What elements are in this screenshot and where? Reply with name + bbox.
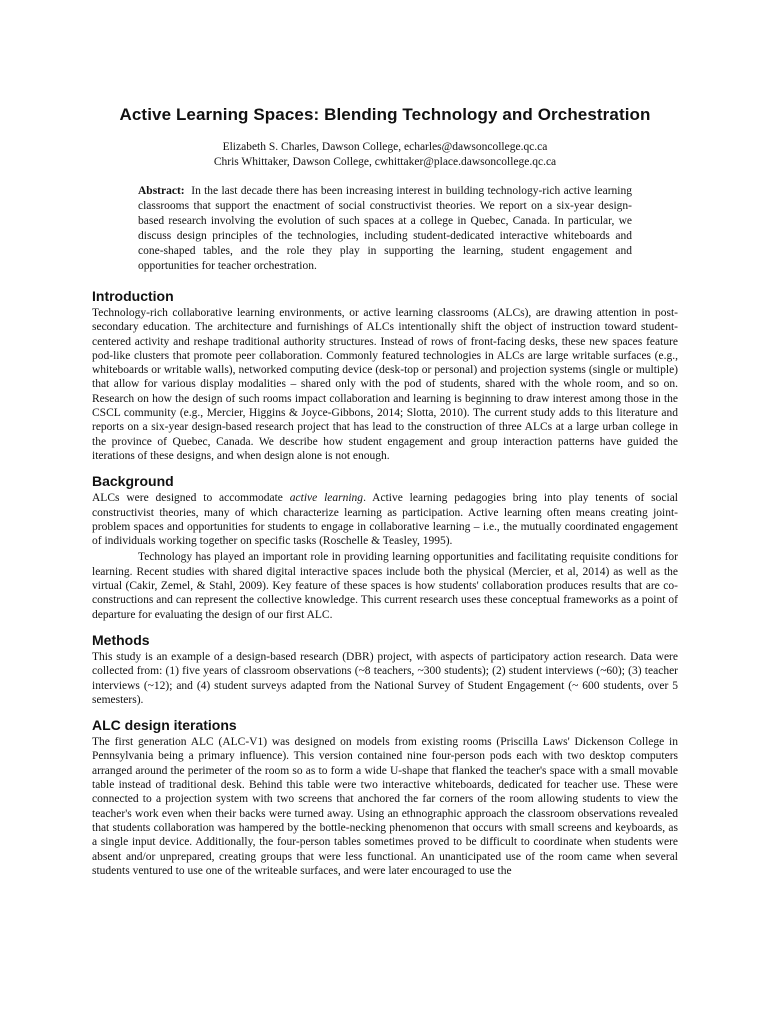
background-p1-start: ALCs were designed to accommodate bbox=[92, 492, 290, 505]
abstract-label: Abstract: bbox=[138, 185, 185, 197]
design-iterations-heading: ALC design iterations bbox=[92, 717, 237, 734]
methods-paragraph: This study is an example of a design-based research (DBR) project, with aspects of participatory action research. Data were collected from: (1) five years of classroom observations (~8 teachers, ~300 students); (2) student interviews (~60); (3) teacher interviews (~12); and (4) student surveys adapted from the National Survey of Student Engagement (~ 600 students, over 5 semesters). bbox=[92, 650, 678, 706]
background-p1-emphasis: active learning bbox=[289, 492, 364, 505]
background-paragraph-1 bbox=[92, 491, 678, 548]
paper-title: Active Learning Spaces: Blending Technology and Orchestration bbox=[119, 105, 651, 124]
design-iterations-paragraph: The first generation ALC (ALC-V1) was designed on models from existing rooms (Priscilla Laws' Dickenson College in Pennsylvania being a primary influence). This version contained nine four-person pods each with two desktop computers arranged around the perimeter of the room so as to form a wide U-shape that flanked the teacher's space with a small movable table instead of traditional desk. Behind this table were two interactive whiteboards, dedicated for teacher use. These were connected to a projection system with two screens that anchored the far corners of the room allowing students to view the teacher's work even when their backs were turned away. Using an ethnographic approach the classroom observations revealed that students collaboration was hampered by the bottle-necking phenomenon that occurs with small screens and keyboards, as a single input device. Additionally, the four-person tables sometimes proved to be difficult to coordinate when students were absent and/or unprepared, creating groups that were less functional. An unanticipated use of the room came when several students ventured to use one of the writeable surfaces, and were later encouraged to use the bbox=[92, 736, 678, 877]
background-paragraph-2: Technology has played an important role in providing learning opportunities and facilitating requisite conditions for learning. Recent studies with shared digital interactive spaces include both the physical (Mercier, et al, 2014) as well as the virtual (Cakir, Zemel, & Stahl, 2009). Key feature of these spaces is how students' collaboration produces results that are co-constructions and can represent the collective knowledge. This current research uses these conceptual frameworks as a point of departure for evaluating the design of our first ALC. bbox=[92, 551, 678, 621]
introduction-paragraph: Technology-rich collaborative learning environments, or active learning classrooms (ALCs), are drawing attention in post-secondary education. The architecture and furnishings of ALCs intentionally shift the object of instruction toward student-centered activity and reshape traditional authority structures. Instead of rows of front-facing desks, these new spaces feature pod-like clusters that promote peer collaboration. Commonly featured technologies in ALCs are large writable surfaces (e.g., whiteboards or writable walls), networked computing device (desk-top or personal) and projection systems (single or multiple) that allow for various display modalities – shared only with the pod of students, shared with the whole room, and so on. Research on how the design of such rooms impact collaboration and learning is beginning to draw interest among those in the CSCL community (e.g., Mercier, Higgins & Joyce-Gibbons, 2014; Slotta, 2010). The current study adds to this literature and reports on a six-year design-based research project that has lead to the construction of three ALCs at a large urban college in the province of Quebec, Canada. We describe how student engagement and group interaction patterns have guided the iterations of these designs, and when design alone is not enough. bbox=[92, 307, 678, 462]
background-heading: Background bbox=[92, 473, 174, 490]
background-p1-end: . Active learning pedagogies bring into play tenents of social constructivist theories, many of which characterize learning as participation. Active learning often means creating joint-problem spaces and opportunities for students to engage in collaborative learning – i.e., the mutually coordinated engagement of individuals working together on specific tasks (Roschelle & Teasley, 1995). bbox=[92, 492, 678, 548]
author-line-1: Elizabeth S. Charles, Dawson College, echarles@dawsoncollege.qc.ca bbox=[222, 141, 548, 153]
abstract bbox=[138, 184, 632, 274]
introduction-heading: Introduction bbox=[92, 288, 174, 304]
author-line-2: Chris Whittaker, Dawson College, cwhittaker@place.dawsoncollege.qc.ca bbox=[213, 156, 557, 168]
author-block bbox=[92, 140, 678, 170]
abstract-text: In the last decade there has been increasing interest in building technology-rich active learning classrooms that support the enactment of social constructivist theories. We report on a six-year design-based research involving the evolution of such spaces at a college in Quebec, Canada. In particular, we discuss design principles of the technologies, including student-dedicated interactive whiteboards and cone-shaped tables, and the role they play in supporting the learning, student engagement and opportunities for teacher orchestration. bbox=[138, 185, 632, 272]
methods-heading: Methods bbox=[92, 631, 150, 648]
